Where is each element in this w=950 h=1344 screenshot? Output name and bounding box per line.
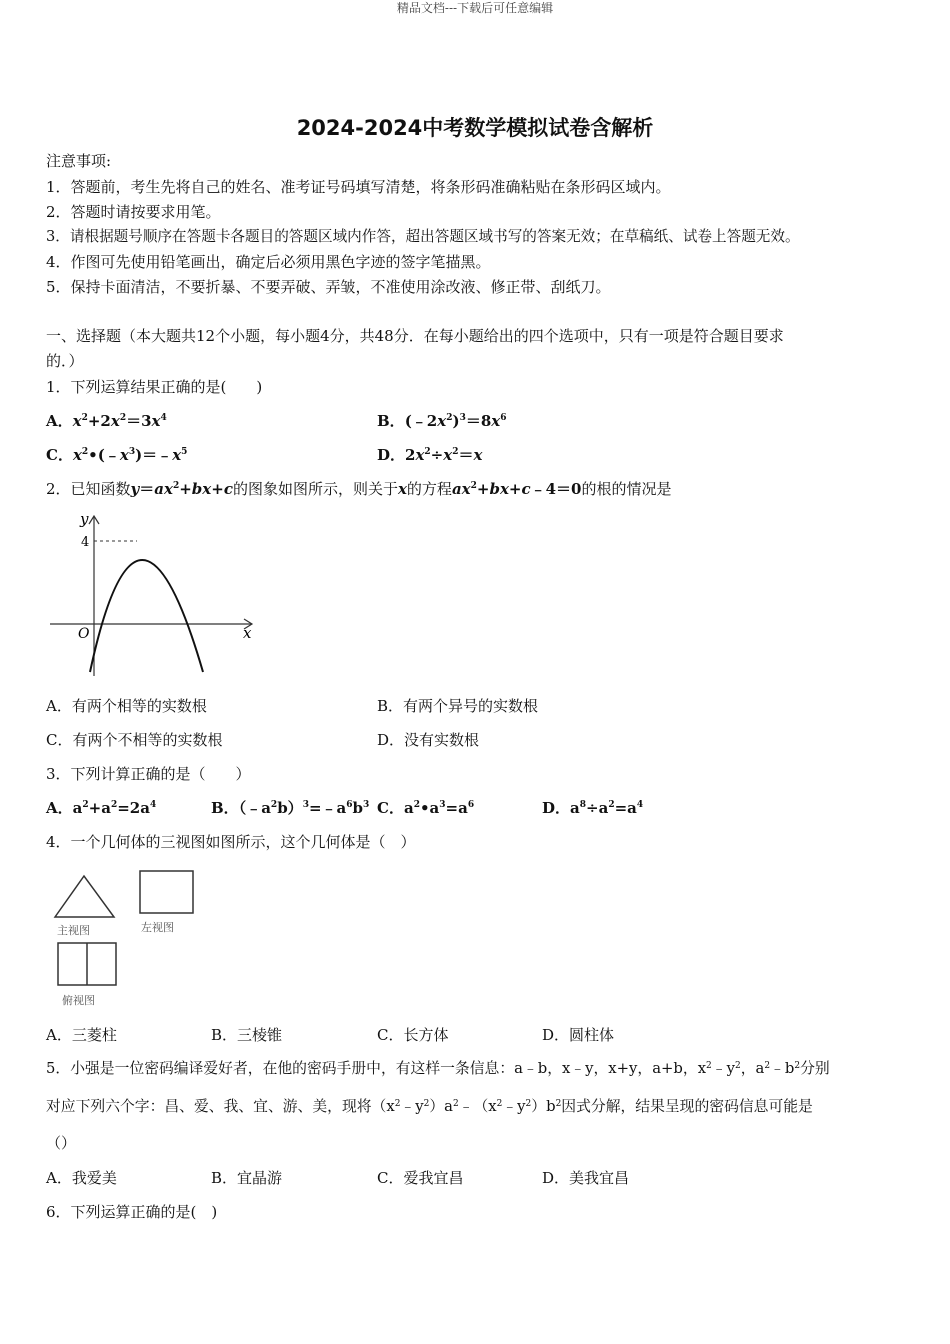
left-view-rectangle	[140, 871, 193, 913]
notice-item-4: 4．作图可先使用铅笔画出，确定后必须用黑色字迹的签字笔描黑。	[46, 253, 491, 271]
question-3-stem: 3．下列计算正确的是（ ）	[46, 765, 251, 783]
q1-option-c: C．$x^2•(﹣x^3)=﹣x^5$	[46, 446, 188, 464]
q1-option-b: B．$(﹣2x^2)^3=8x^6$	[377, 412, 507, 430]
q1-option-a: A．$x^2+2x^2=3x^4$	[46, 412, 167, 430]
notice-item-1: 1．答题前，考生先将自己的姓名、准考证号码填写清楚，将条形码准确粘贴在条形码区域内。	[46, 178, 671, 196]
question-5-line-3: （）	[46, 1134, 77, 1152]
q5-option-b: B．宜晶游	[211, 1169, 283, 1187]
q2-option-d: D．没有实数根	[377, 731, 480, 749]
q4-option-a: A．三菱柱	[46, 1026, 117, 1044]
q5-option-a: A．我爱美	[46, 1169, 117, 1187]
notice-heading: 注意事项:	[46, 152, 112, 170]
q3-option-d: D．$a^8\div a^2=a^4$	[542, 799, 644, 817]
origin-label: O	[78, 626, 90, 642]
parabola-graph	[46, 508, 260, 680]
q3-option-a: A．$a^2+a^2=2a^4$	[46, 799, 157, 817]
question-5-line-1: 5．小强是一位密码编译爱好者，在他的密码手册中，有这样一条信息：a﹣b，x﹣y，x+y，a+b，$x^2﹣y^2$，$a^2﹣b^2$分别	[46, 1060, 830, 1077]
notice-item-2: 2．答题时请按要求用笔。	[46, 203, 221, 221]
q4-option-b: B．三棱锥	[211, 1026, 283, 1044]
top-view-label: 俯视图	[62, 994, 95, 1007]
q3-option-b: B．$(﹣a^2b)^3=﹣a^6b^3$	[211, 799, 370, 817]
front-view-label: 主视图	[57, 924, 90, 937]
q4-option-c: C．长方体	[377, 1026, 449, 1044]
question-6-stem: 6．下列运算正确的是( )	[46, 1203, 218, 1221]
q2-option-c: C．有两个不相等的实数根	[46, 731, 223, 749]
parabola-curve	[90, 560, 203, 672]
q3-option-c: C．$a^2•a^3=a^6$	[377, 799, 475, 817]
question-2-stem: 2．已知函数$y=ax^2+bx+c$的图象如图所示，则关于x的方程$ax^2+bx+c﹣4=0$的根的情况是	[46, 480, 672, 498]
question-5-line-2: 对应下列六个字：昌、爱、我、宜、游、美，现将$(x^2﹣y^2)a^2﹣(x^2﹣y^2)b^2$因式分解，结果呈现的密码信息可能是	[46, 1098, 813, 1115]
tick-4-label: 4	[81, 535, 90, 550]
q2-option-b: B．有两个异号的实数根	[377, 697, 539, 715]
x-axis-label: x	[243, 624, 252, 642]
q1-option-d: D．$2x^2\div x^2=x$	[377, 446, 483, 464]
q2-option-a: A．有两个相等的实数根	[46, 697, 207, 715]
left-view-label: 左视图	[141, 921, 174, 934]
front-view-triangle	[55, 876, 114, 917]
section-heading: 一、选择题（本大题共12个小题，每小题4分，共48分．在每小题给出的四个选项中，只有一项是符合题目要求	[46, 327, 784, 345]
page-title: 2024-2024中考数学模拟试卷含解析	[296, 116, 654, 140]
question-1-stem: 1．下列运算结果正确的是( )	[46, 378, 263, 396]
y-axis-label: y	[80, 510, 89, 528]
q5-option-c: C．爱我宜昌	[377, 1169, 464, 1187]
q5-option-d: D．美我宜昌	[542, 1169, 630, 1187]
notice-item-5: 5．保持卡面清洁，不要折暴、不要弄破、弄皱，不准使用涂改液、修正带、刮纸刀。	[46, 278, 611, 296]
notice-item-3: 3．请根据题号顺序在答题卡各题目的答题区域内作答，超出答题区域书写的答案无效；在草稿纸、试卷上答题无效。	[46, 228, 800, 245]
page-header: 精品文档---下载后可任意编辑	[396, 1, 554, 15]
q4-option-d: D．圆柱体	[542, 1026, 615, 1044]
question-4-stem: 4．一个几何体的三视图如图所示，这个几何体是（ ）	[46, 833, 416, 851]
section-heading-cont: 的．）	[46, 352, 84, 370]
